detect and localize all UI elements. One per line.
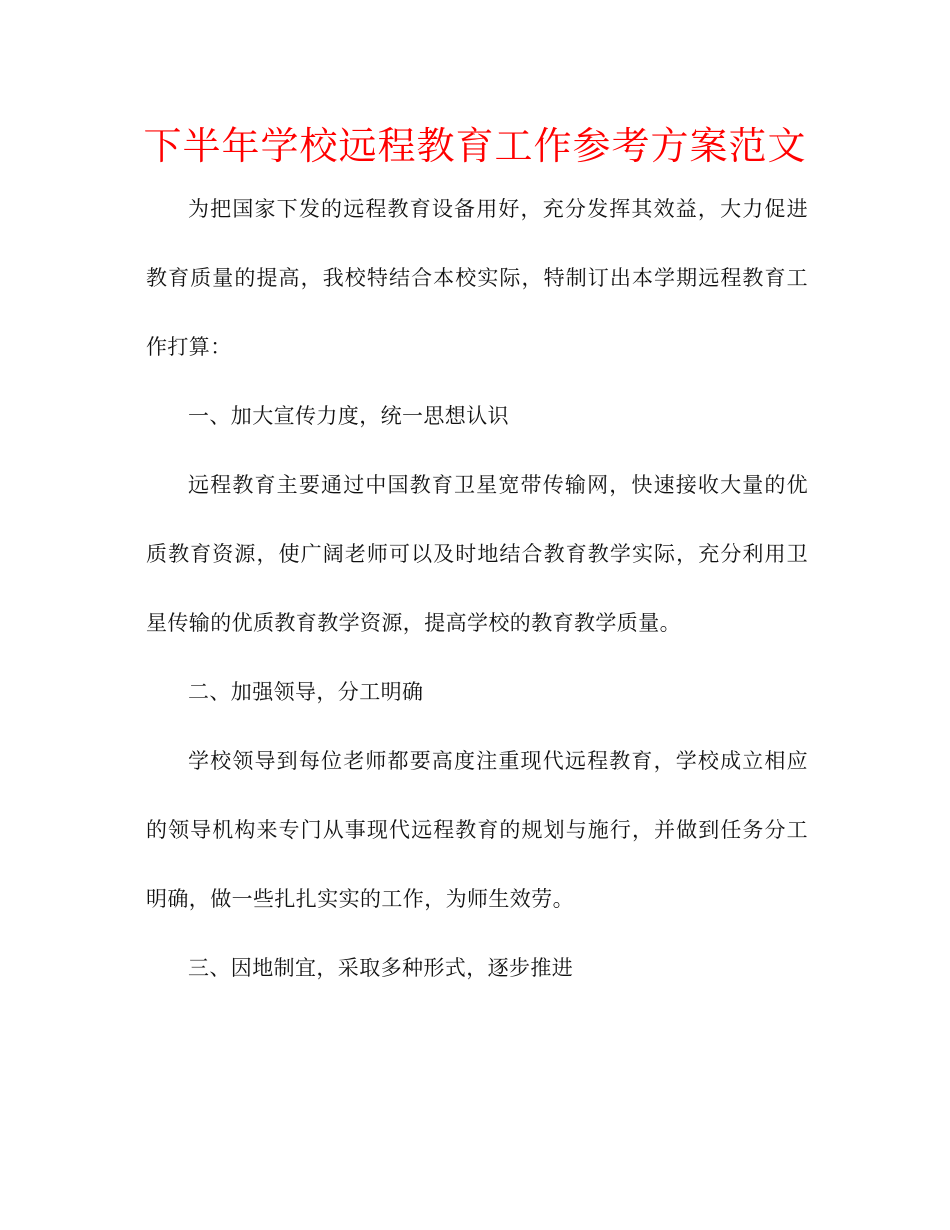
intro-paragraph: 为把国家下发的远程教育设备用好，充分发挥其效益，大力促进教育质量的提高，我校特结合本校实际，特制订出本学期远程教育工作打算： (146, 197, 808, 359)
section-2-paragraph: 学校领导到每位老师都要高度注重现代远程教育，学校成立相应的领导机构来专门从事现代远程教育的规划与施行，并做到任务分工明确，做一些扎扎实实的工作，为师生效劳。 (146, 749, 808, 911)
section-3-heading: 三、因地制宜，采取多种形式，逐步推进 (188, 956, 574, 980)
section-2-heading: 二、加强领导，分工明确 (188, 680, 424, 704)
section-1-heading: 一、加大宣传力度，统一思想认识 (188, 404, 509, 428)
document-title: 下半年学校远程教育工作参考方案范文 (143, 124, 807, 168)
document-body (146, 175, 808, 1003)
section-1-paragraph: 远程教育主要通过中国教育卫星宽带传输网，快速接收大量的优质教育资源，使广阔老师可以及时地结合教育教学实际，充分利用卫星传输的优质教育教学资源，提高学校的教育教学质量。 (146, 473, 808, 635)
